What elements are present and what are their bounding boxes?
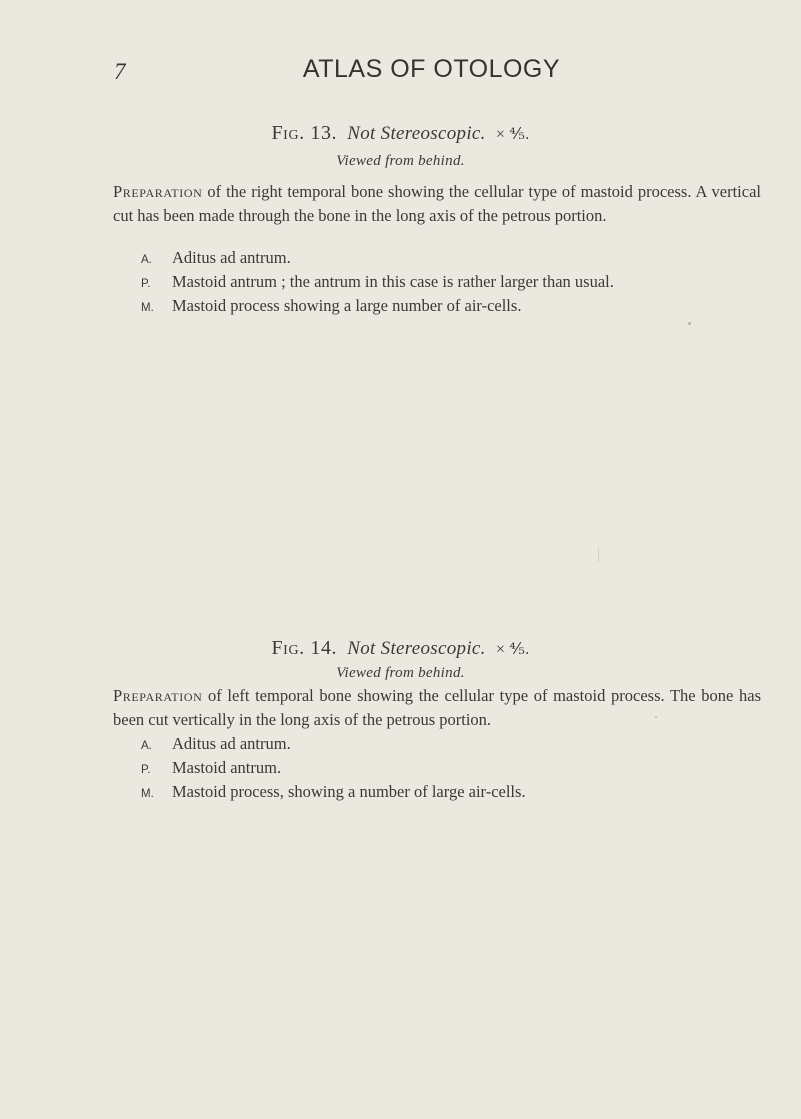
figure-14-description-text: of left temporal bone showing the cellular type of mastoid process. The bone has been cut vertically in the long axis of the petrous portion. <box>113 686 762 729</box>
legend-item <box>141 781 761 805</box>
legend-item <box>141 247 761 271</box>
legend-item <box>141 733 761 757</box>
legend-text: Mastoid process, showing a number of large air-cells. <box>172 782 526 801</box>
legend-text: Aditus ad antrum. <box>172 734 291 753</box>
figure-13-legend <box>141 247 761 319</box>
figure-13-label: Fig. 13. <box>271 122 338 144</box>
legend-item <box>141 271 761 295</box>
legend-letter: M. <box>141 788 154 800</box>
figure-13-description-text: of the right temporal bone showing the cellular type of mastoid process. A vertical cut has been made through the bone in the long axis of the petrous portion. <box>113 182 761 225</box>
figure-14-legend <box>141 733 761 805</box>
paper-mark <box>598 548 599 562</box>
legend-item <box>141 757 761 781</box>
figure-13-lead-word: Preparation <box>113 182 203 201</box>
paper-speck <box>655 716 657 718</box>
paper-speck <box>688 322 691 325</box>
figure-13-scale: × ⅘. <box>495 126 530 143</box>
figure-14-heading <box>0 637 801 660</box>
figure-14-scale: × ⅘. <box>495 641 530 658</box>
figure-14-lead-word: Preparation <box>113 686 203 705</box>
legend-letter: M. <box>141 302 154 314</box>
legend-text: Aditus ad antrum. <box>172 248 291 267</box>
figure-13-viewed-from: Viewed from behind. <box>336 153 465 169</box>
figure-14-stereo-note: Not Stereoscopic. <box>347 638 486 659</box>
figure-14-viewed-from: Viewed from behind. <box>336 665 465 681</box>
figure-13-description <box>113 180 761 227</box>
legend-letter: A. <box>141 254 152 266</box>
figure-13-stereo-note: Not Stereoscopic. <box>347 123 486 144</box>
figure-14-label: Fig. 14. <box>271 637 338 659</box>
legend-letter: P. <box>141 764 151 776</box>
figure-14-description <box>113 684 761 731</box>
page-number: 7 <box>114 59 126 84</box>
figure-13-heading <box>0 122 801 145</box>
legend-text: Mastoid process showing a large number of air-cells. <box>172 296 522 315</box>
legend-text: Mastoid antrum ; the antrum in this case is rather larger than usual. <box>172 272 614 291</box>
legend-letter: A. <box>141 740 152 752</box>
legend-letter: P. <box>141 278 151 290</box>
running-title: ATLAS OF OTOLOGY <box>302 55 561 83</box>
legend-text: Mastoid antrum. <box>172 758 282 777</box>
legend-item <box>141 295 761 319</box>
